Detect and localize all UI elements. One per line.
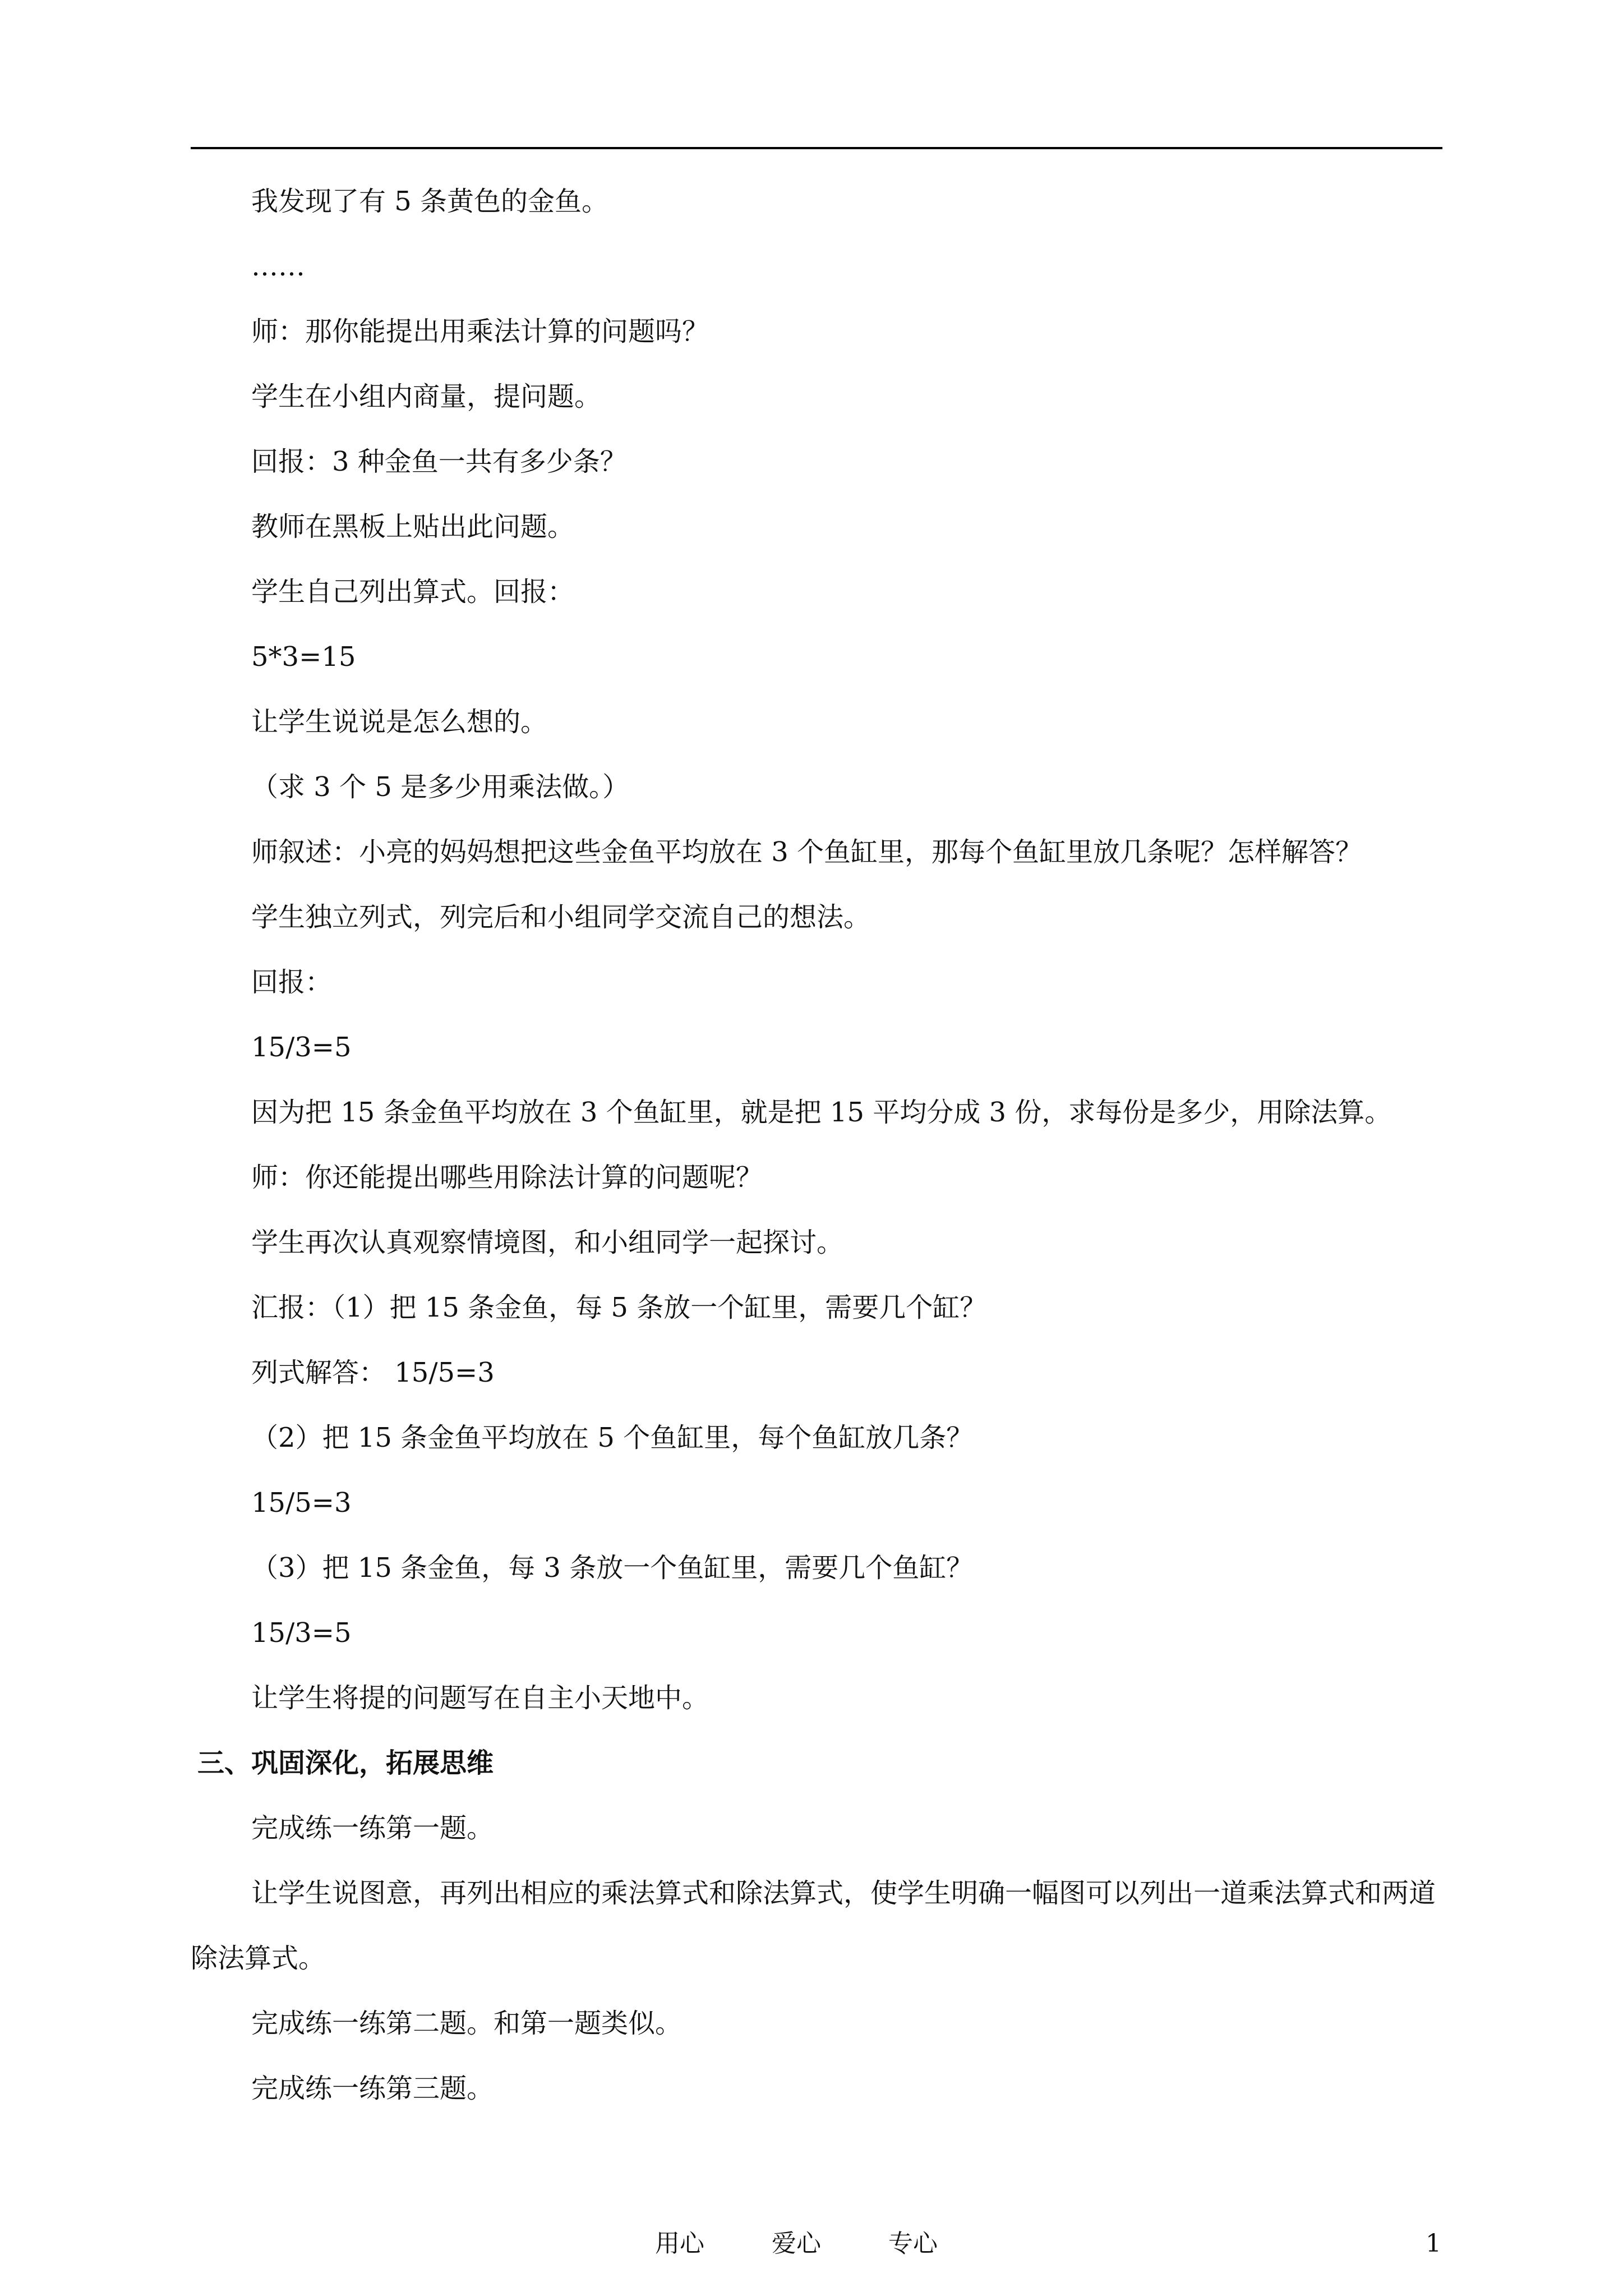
document-body	[191, 185, 1442, 2137]
paragraph: 让学生将提的问题写在自主小天地中。	[251, 1682, 709, 1714]
page-number: 1	[1426, 2229, 1441, 2258]
equation: 15/3=5	[251, 1032, 352, 1063]
footer-motto-item: 用心	[655, 2229, 704, 2258]
paragraph: 学生再次认真观察情境图，和小组同学一起探讨。	[251, 1227, 844, 1258]
paragraph: 师叙述：小亮的妈妈想把这些金鱼平均放在 3 个鱼缸里，那每个鱼缸里放几条呢？怎样解答？	[251, 836, 1363, 868]
section-heading: 三、巩固深化，拓展思维	[197, 1747, 494, 1779]
paragraph: 因为把 15 条金鱼平均放在 3 个鱼缸里，就是把 15 平均分成 3 份，求每份是多少，用除法算。	[251, 1097, 1392, 1128]
paragraph: （3）把 15 条金鱼，每 3 条放一个鱼缸里，需要几个鱼缸？	[251, 1552, 974, 1584]
paragraph: 列式解答： 15/5=3	[251, 1357, 495, 1388]
paragraph: 师：那你能提出用乘法计算的问题吗？	[251, 316, 709, 347]
paragraph: （求 3 个 5 是多少用乘法做。）	[251, 771, 630, 803]
paragraph: 让学生说说是怎么想的。	[251, 706, 548, 738]
paragraph: 师：你还能提出哪些用除法计算的问题呢？	[251, 1162, 763, 1193]
paragraph: 汇报：（1）把 15 条金鱼，每 5 条放一个缸里，需要几个缸？	[251, 1292, 987, 1323]
equation: 5*3=15	[251, 641, 356, 673]
footer-motto	[655, 2228, 938, 2260]
paragraph: 回报：3 种金鱼一共有多少条？	[251, 446, 627, 477]
paragraph: 教师在黑板上贴出此问题。	[251, 511, 575, 542]
paragraph: 学生独立列式，列完后和小组同学交流自己的想法。	[251, 901, 871, 933]
paragraph: 完成练一练第一题。	[251, 1812, 494, 1844]
footer-motto-item: 爱心	[772, 2229, 821, 2258]
paragraph: 回报：	[251, 967, 333, 998]
footer-motto-item: 专心	[888, 2229, 938, 2258]
paragraph: 我发现了有 5 条黄色的金鱼。	[251, 186, 609, 217]
paragraph: 学生自己列出算式。回报：	[251, 576, 575, 608]
paragraph: 完成练一练第二题。和第一题类似。	[251, 2008, 683, 2039]
header-rule	[191, 147, 1442, 149]
paragraph: 学生在小组内商量，提问题。	[251, 381, 602, 412]
page-footer	[0, 2228, 1623, 2260]
paragraph: （2）把 15 条金鱼平均放在 5 个鱼缸里，每个鱼缸放几条？	[251, 1422, 974, 1453]
equation: 15/3=5	[251, 1617, 352, 1649]
equation: 15/5=3	[251, 1487, 352, 1519]
ellipsis-line: ……	[251, 251, 305, 282]
paragraph: 完成练一练第三题。	[251, 2073, 494, 2104]
wrapped-paragraph: 让学生说图意，再列出相应的乘法算式和除法算式，使学生明确一幅图可以列出一道乘法算式和两道除法算式。	[191, 1878, 1436, 1974]
